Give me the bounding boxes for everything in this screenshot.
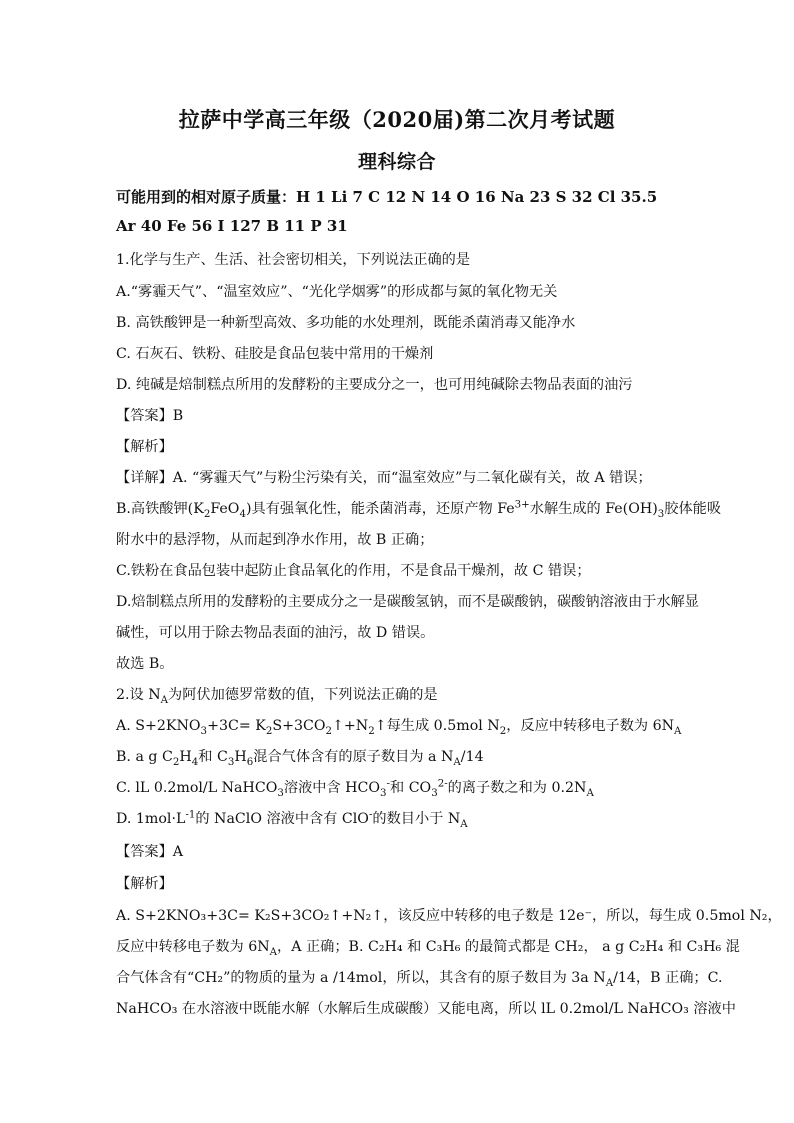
q2-analysis-line-1: A. S+2KNO₃+3C= K₂S+3CO₂↑+N₂↑，该反应中转移的电子数是 12e⁻，所以，每生成 0.5mol N₂， [116, 908, 782, 924]
exam-subtitle: 理科综合 [357, 151, 436, 173]
text: H [234, 749, 247, 765]
q1-stem: 1.化学与生产、生活、社会密切相关，下列说法正确的是 [116, 252, 471, 268]
text: /14 [460, 749, 484, 765]
q1-detail-b-line2: 附水中的悬浮物，从而起到净水作用，故 B 正确； [116, 532, 434, 548]
q1-option-b: B. 高铁酸钾是一种新型高效、多功能的水处理剂，既能杀菌消毒又能净水 [116, 315, 576, 331]
text: /14，B 正确；C. [613, 970, 723, 986]
text: 溶液中含 HCO [283, 780, 381, 796]
subscript: A [269, 946, 278, 958]
exam-title: 拉萨中学高三年级（2020届)第二次月考试题 [178, 107, 616, 132]
q1-detail-b-line1 [116, 498, 722, 520]
superscript: 2- [437, 778, 448, 790]
q2-analysis-line-3 [116, 967, 723, 989]
text: A. S+2KNO [116, 718, 201, 734]
subscript: 3 [431, 787, 438, 799]
text: 2.设 N [116, 687, 161, 703]
answer-label: 【答案】 [116, 844, 173, 860]
text: ，反应中转移电子数为 6N [506, 718, 675, 734]
superscript: - [386, 778, 390, 790]
subscript: 2 [265, 725, 273, 737]
text: ，A 正确；B. C₂H₄ 和 C₃H₆ 的最简式都是 CH₂， a g C₂H₄ 和 C₃H₆ 混 [277, 939, 740, 955]
subscript: A [453, 756, 461, 768]
text: 为阿伏加德罗常数的值，下列说法正确的是 [168, 687, 438, 703]
atomic-mass-line-2: Ar 40 Fe 56 I 127 B 11 P 31 [116, 217, 348, 235]
q1-option-d: D. 纯碱是焙制糕点所用的发酵粉的主要成分之一，也可用纯碱除去物品表面的油污 [116, 377, 633, 393]
subscript: 4 [191, 756, 199, 768]
q1-answer [116, 405, 696, 425]
text: H [179, 749, 192, 765]
text: B. a g C [116, 749, 173, 765]
text: FeO [210, 501, 240, 517]
text: )具有强氧化性，能杀菌消毒，还原产物 Fe [245, 501, 515, 517]
subscript: A [586, 787, 594, 799]
text: 的离子数之和为 0.2N [447, 780, 587, 796]
q1-option-a: A.“雾霾天气”、“温室效应”、“光化学烟雾”的形成都与氮的氧化物无关 [116, 284, 558, 300]
text: B.高铁酸钾(K [116, 501, 204, 517]
text: 的数目小于 N [372, 811, 461, 827]
text: 水解生成的 Fe(OH) [529, 501, 658, 517]
subscript: 4 [239, 508, 246, 520]
detail-a-text: A. “雾霾天气”与粉尘污染有关，而“温室效应”与二氧化碳有关，故 A 错误； [172, 470, 652, 486]
text: 混合气体含有的原子数目为 a N [253, 749, 454, 765]
answer-value: A [172, 844, 184, 860]
subscript: 3 [277, 787, 284, 799]
superscript: 3+ [514, 499, 530, 511]
subscript: 2 [203, 508, 211, 520]
q1-detail-d-line1: D.焙制糕点所用的发酵粉的主要成分之一是碳酸氢钠，而不是碳酸钠，碳酸钠溶液由于水解显 [116, 594, 699, 610]
q2-analysis-line-2 [116, 936, 740, 958]
q1-detail-c: C.铁粉在食品包装中起防止食品氧化的作用，不是食品干燥剂，故 C 错误； [116, 563, 591, 579]
q2-stem [116, 684, 696, 704]
subscript: 2 [325, 725, 332, 737]
answer-value: B [172, 408, 184, 424]
subscript: 3 [227, 756, 235, 768]
subscript: A [160, 694, 169, 706]
atomic-mass-line-1: 可能用到的相对原子质量：H 1 Li 7 C 12 N 14 O 16 Na 23 S 32 Cl 35.5 [116, 188, 658, 206]
superscript: - [368, 809, 373, 821]
subscript: 2 [172, 756, 180, 768]
text: C. lL 0.2mol/L NaHCO [116, 780, 278, 796]
q2-option-b [116, 746, 696, 766]
q2-option-c [116, 777, 696, 797]
text: ↑+N [332, 718, 369, 734]
q2-analysis-label: 【解析】 [116, 876, 173, 892]
q2-answer [116, 841, 696, 861]
subscript: 6 [246, 756, 254, 768]
subscript: 2 [368, 725, 375, 737]
detail-label: 【详解】 [116, 470, 173, 486]
text: 和 C [198, 749, 228, 765]
text: +3C= K [207, 718, 266, 734]
subscript: A [674, 725, 682, 737]
text: S+3CO [272, 718, 326, 734]
q1-option-c: C. 石灰石、铁粉、硅胶是食品包装中常用的干燥剂 [116, 346, 434, 362]
superscript: -1 [185, 809, 196, 821]
text: ↑每生成 0.5mol N [374, 718, 500, 734]
text: 的 NaClO 溶液中含有 ClO [195, 811, 369, 827]
text: 胶体能吸 [664, 501, 722, 517]
q2-option-d [116, 808, 696, 828]
subscript: 3 [657, 508, 665, 520]
q1-detail-d-line2: 碱性，可以用于除去物品表面的油污，故 D 错误。 [116, 625, 435, 641]
q1-conclusion: 故选 B。 [116, 656, 174, 672]
subscript: 2 [499, 725, 507, 737]
subscript: A [605, 977, 614, 989]
q2-analysis-line-4: NaHCO₃ 在水溶液中既能水解（水解后生成碳酸）又能电离，所以 lL 0.2mol/L NaHCO₃ 溶液中 [116, 1001, 736, 1017]
subscript: 3 [380, 787, 387, 799]
subscript: 3 [200, 725, 208, 737]
text: 合气体含有“CH₂”的物质的量为 a /14mol，所以，其含有的原子数目为 3a N [116, 970, 606, 986]
answer-label: 【答案】 [116, 408, 173, 424]
text: 反应中转移电子数为 6N [116, 939, 270, 955]
subscript: A [460, 818, 468, 830]
q2-option-a [116, 715, 696, 735]
q1-analysis-label: 【解析】 [116, 439, 173, 455]
q1-detail-a [116, 467, 696, 487]
text: D. 1mol·L [116, 811, 186, 827]
text: 和 CO [390, 780, 432, 796]
